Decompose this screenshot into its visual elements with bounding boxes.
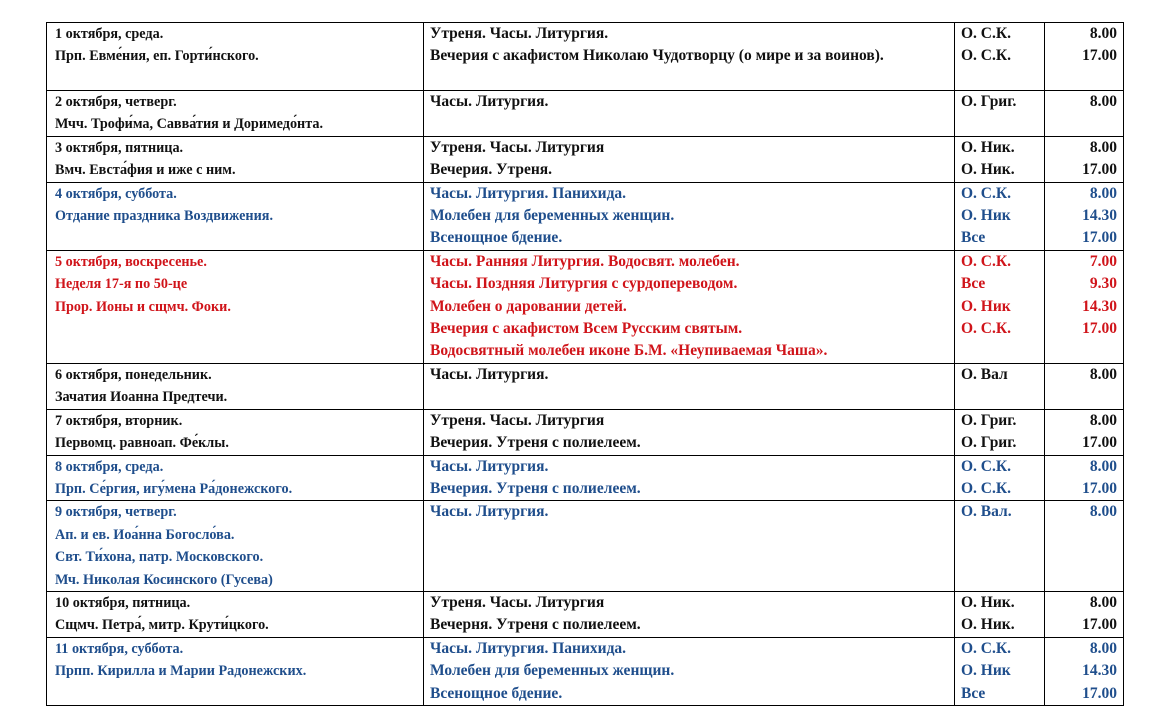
- day-cell: [47, 455, 424, 501]
- services-cell: [424, 91, 955, 137]
- clergy-line: О. Ник.: [961, 593, 1015, 611]
- clergy-line: Все: [961, 684, 986, 702]
- times-cell: [1045, 136, 1124, 182]
- times-cell: [1045, 409, 1124, 455]
- day-cell: [47, 23, 424, 91]
- clergy-line: О. Вал.: [961, 503, 1012, 521]
- times-cell: [1045, 363, 1124, 409]
- schedule-row: [47, 136, 1124, 182]
- day-line: 8 октября, среда.: [55, 458, 164, 475]
- time-line: 8.00: [1089, 93, 1117, 110]
- service-line: Всенощное бдение.: [430, 684, 563, 702]
- clergy-line: О. С.К.: [961, 47, 1011, 65]
- service-line: Часы. Литургия.: [430, 365, 549, 383]
- service-line: Часы. Литургия.: [430, 503, 549, 521]
- time-line: 8.00: [1089, 639, 1117, 657]
- day-line: 4 октября, суббота.: [55, 185, 177, 202]
- day-line: Неделя 17-я по 50-це: [55, 276, 188, 293]
- times-cell: [1045, 250, 1124, 363]
- services-cell: [424, 136, 955, 182]
- day-line: Ап. и ев. Иоа́нна Богосло́ва.: [55, 526, 235, 543]
- clergy-line: О. Ник: [961, 207, 1011, 225]
- times-cell: [1045, 91, 1124, 137]
- clergy-line: О. Ник: [961, 297, 1011, 315]
- day-line: Зачатия Иоанна Предтечи.: [55, 389, 228, 406]
- services-cell: [424, 23, 955, 91]
- day-line: 3 октября, пятница.: [55, 139, 184, 156]
- time-line: 17.00: [1082, 479, 1117, 497]
- time-line: 8.00: [1089, 138, 1117, 156]
- times-cell: [1045, 182, 1124, 250]
- schedule-row: [47, 91, 1124, 137]
- day-line: 1 октября, среда.: [55, 26, 164, 42]
- services-cell: [424, 363, 955, 409]
- clergy-line: О. С.К.: [961, 479, 1011, 497]
- day-line: 10 октября, пятница.: [55, 594, 191, 611]
- day-cell: [47, 591, 424, 637]
- service-line: Вечерия. Утреня.: [430, 161, 553, 179]
- schedule-row: [47, 23, 1124, 91]
- clergy-line: О. Вал: [961, 365, 1008, 383]
- clergy-line: Все: [961, 229, 986, 247]
- clergy-line: О. Ник: [961, 662, 1011, 680]
- service-line: Часы. Поздняя Литургия с сурдопереводом.: [430, 275, 738, 293]
- schedule-row: [47, 637, 1124, 705]
- time-line: 14.30: [1082, 662, 1117, 680]
- time-line: 8.00: [1089, 184, 1117, 202]
- times-cell: [1045, 455, 1124, 501]
- time-line: 17.00: [1082, 229, 1117, 247]
- services-cell: [424, 501, 955, 592]
- day-cell: [47, 363, 424, 409]
- service-line: Утреня. Часы. Литургия.: [430, 25, 609, 42]
- clergy-cell: [955, 23, 1045, 91]
- times-cell: [1045, 591, 1124, 637]
- service-line: Вечерия. Утреня с полиелеем.: [430, 479, 641, 497]
- schedule-body: [47, 23, 1124, 706]
- day-line: Мчч. Трофи́ма, Савва́тия и Доримедо́нта.: [55, 116, 323, 133]
- schedule-table: [46, 22, 1124, 706]
- service-line: Вечерня. Утреня с полиелеем.: [430, 616, 641, 634]
- time-line: 7.00: [1089, 252, 1117, 270]
- time-line: 17.00: [1082, 47, 1117, 65]
- day-cell: [47, 182, 424, 250]
- service-line: Водосвятный молебен иконе Б.М. «Неупиваемая Чаша».: [430, 342, 828, 360]
- day-cell: [47, 91, 424, 137]
- clergy-line: О. Григ.: [961, 411, 1017, 429]
- day-cell: [47, 637, 424, 705]
- day-line: 9 октября, четверг.: [55, 504, 177, 521]
- service-line: Утреня. Часы. Литургия: [430, 138, 605, 156]
- time-line: 17.00: [1082, 684, 1117, 702]
- service-line: Молебен для беременных женщин.: [430, 662, 675, 680]
- service-line: Часы. Литургия. Панихида.: [430, 184, 627, 202]
- time-line: 17.00: [1082, 320, 1117, 338]
- service-line: Вечерия с акафистом Николаю Чудотворцу (о мире и за воинов).: [430, 47, 884, 65]
- clergy-line: О. Ник.: [961, 161, 1015, 179]
- time-line: 17.00: [1082, 616, 1117, 634]
- schedule-row: [47, 591, 1124, 637]
- clergy-line: О. С.К.: [961, 320, 1011, 338]
- times-cell: [1045, 23, 1124, 91]
- day-line: 5 октября, воскресенье.: [55, 253, 207, 270]
- clergy-line: О. С.К.: [961, 25, 1011, 42]
- service-line: Всенощное бдение.: [430, 229, 563, 247]
- service-line: Утреня. Часы. Литургия: [430, 593, 605, 611]
- clergy-cell: [955, 591, 1045, 637]
- service-line: Молебен о даровании детей.: [430, 297, 627, 315]
- clergy-cell: [955, 501, 1045, 592]
- clergy-line: О. С.К.: [961, 252, 1011, 270]
- time-line: 8.00: [1089, 503, 1117, 521]
- day-line: Прп. Се́ргия, игу́мена Ра́донежского.: [55, 480, 293, 497]
- day-cell: [47, 409, 424, 455]
- clergy-cell: [955, 637, 1045, 705]
- clergy-line: О. С.К.: [961, 457, 1011, 475]
- time-line: 14.30: [1082, 207, 1117, 225]
- day-line: 2 октября, четверг.: [55, 94, 177, 110]
- clergy-cell: [955, 136, 1045, 182]
- day-line: Прп. Евме́ния, еп. Горти́нского.: [55, 48, 259, 65]
- schedule-row: [47, 409, 1124, 455]
- service-line: Вечерия с акафистом Всем Русским святым.: [430, 320, 743, 338]
- schedule-row: [47, 455, 1124, 501]
- service-line: Часы. Литургия.: [430, 457, 549, 475]
- time-line: 14.30: [1082, 297, 1117, 315]
- schedule-row: [47, 363, 1124, 409]
- times-cell: [1045, 501, 1124, 592]
- clergy-cell: [955, 182, 1045, 250]
- schedule-row: [47, 182, 1124, 250]
- time-line: 8.00: [1089, 411, 1117, 429]
- schedule-row: [47, 501, 1124, 592]
- day-line: Вмч. Евста́фия и иже с ним.: [55, 162, 236, 179]
- services-cell: [424, 250, 955, 363]
- day-cell: [47, 250, 424, 363]
- services-cell: [424, 455, 955, 501]
- services-cell: [424, 409, 955, 455]
- service-line: Часы. Ранняя Литургия. Водосвят. молебен.: [430, 252, 740, 270]
- times-cell: [1045, 637, 1124, 705]
- day-line: Прпп. Кирилла и Марии Радонежских.: [55, 663, 307, 680]
- time-line: 8.00: [1089, 593, 1117, 611]
- time-line: 8.00: [1089, 457, 1117, 475]
- service-line: Вечерия. Утреня с полиелеем.: [430, 434, 641, 452]
- time-line: 9.30: [1089, 275, 1117, 293]
- clergy-line: О. Григ.: [961, 434, 1017, 452]
- service-line: Молебен для беременных женщин.: [430, 207, 675, 225]
- time-line: 8.00: [1089, 365, 1117, 383]
- day-line: Сщмч. Петра́, митр. Крути́цкого.: [55, 617, 269, 634]
- services-cell: [424, 637, 955, 705]
- time-line: 17.00: [1082, 161, 1117, 179]
- clergy-cell: [955, 363, 1045, 409]
- clergy-line: О. Ник.: [961, 138, 1015, 156]
- clergy-cell: [955, 455, 1045, 501]
- day-line: Мч. Николая Косинского (Гусева): [55, 571, 273, 588]
- time-line: 8.00: [1089, 25, 1117, 42]
- day-line: Отдание праздника Воздвижения.: [55, 208, 273, 225]
- day-line: 6 октября, понедельник.: [55, 366, 212, 383]
- services-cell: [424, 591, 955, 637]
- service-line: Утреня. Часы. Литургия: [430, 411, 605, 429]
- schedule-row: [47, 250, 1124, 363]
- clergy-cell: [955, 250, 1045, 363]
- day-line: Свт. Ти́хона, патр. Московского.: [55, 549, 264, 566]
- clergy-line: Все: [961, 275, 986, 293]
- day-cell: [47, 501, 424, 592]
- services-cell: [424, 182, 955, 250]
- service-line: Часы. Литургия. Панихида.: [430, 639, 627, 657]
- day-cell: [47, 136, 424, 182]
- time-line: 17.00: [1082, 434, 1117, 452]
- day-line: 7 октября, вторник.: [55, 412, 183, 429]
- service-line: Часы. Литургия.: [430, 93, 549, 110]
- clergy-line: О. С.К.: [961, 184, 1011, 202]
- day-line: Прор. Ионы и сщмч. Фоки.: [55, 298, 231, 315]
- day-line: 11 октября, суббота.: [55, 640, 184, 657]
- clergy-cell: [955, 91, 1045, 137]
- clergy-line: О. С.К.: [961, 639, 1011, 657]
- clergy-line: О. Григ.: [961, 93, 1017, 110]
- day-line: Первомц. равноап. Фе́клы.: [55, 435, 229, 452]
- clergy-line: О. Ник.: [961, 616, 1015, 634]
- clergy-cell: [955, 409, 1045, 455]
